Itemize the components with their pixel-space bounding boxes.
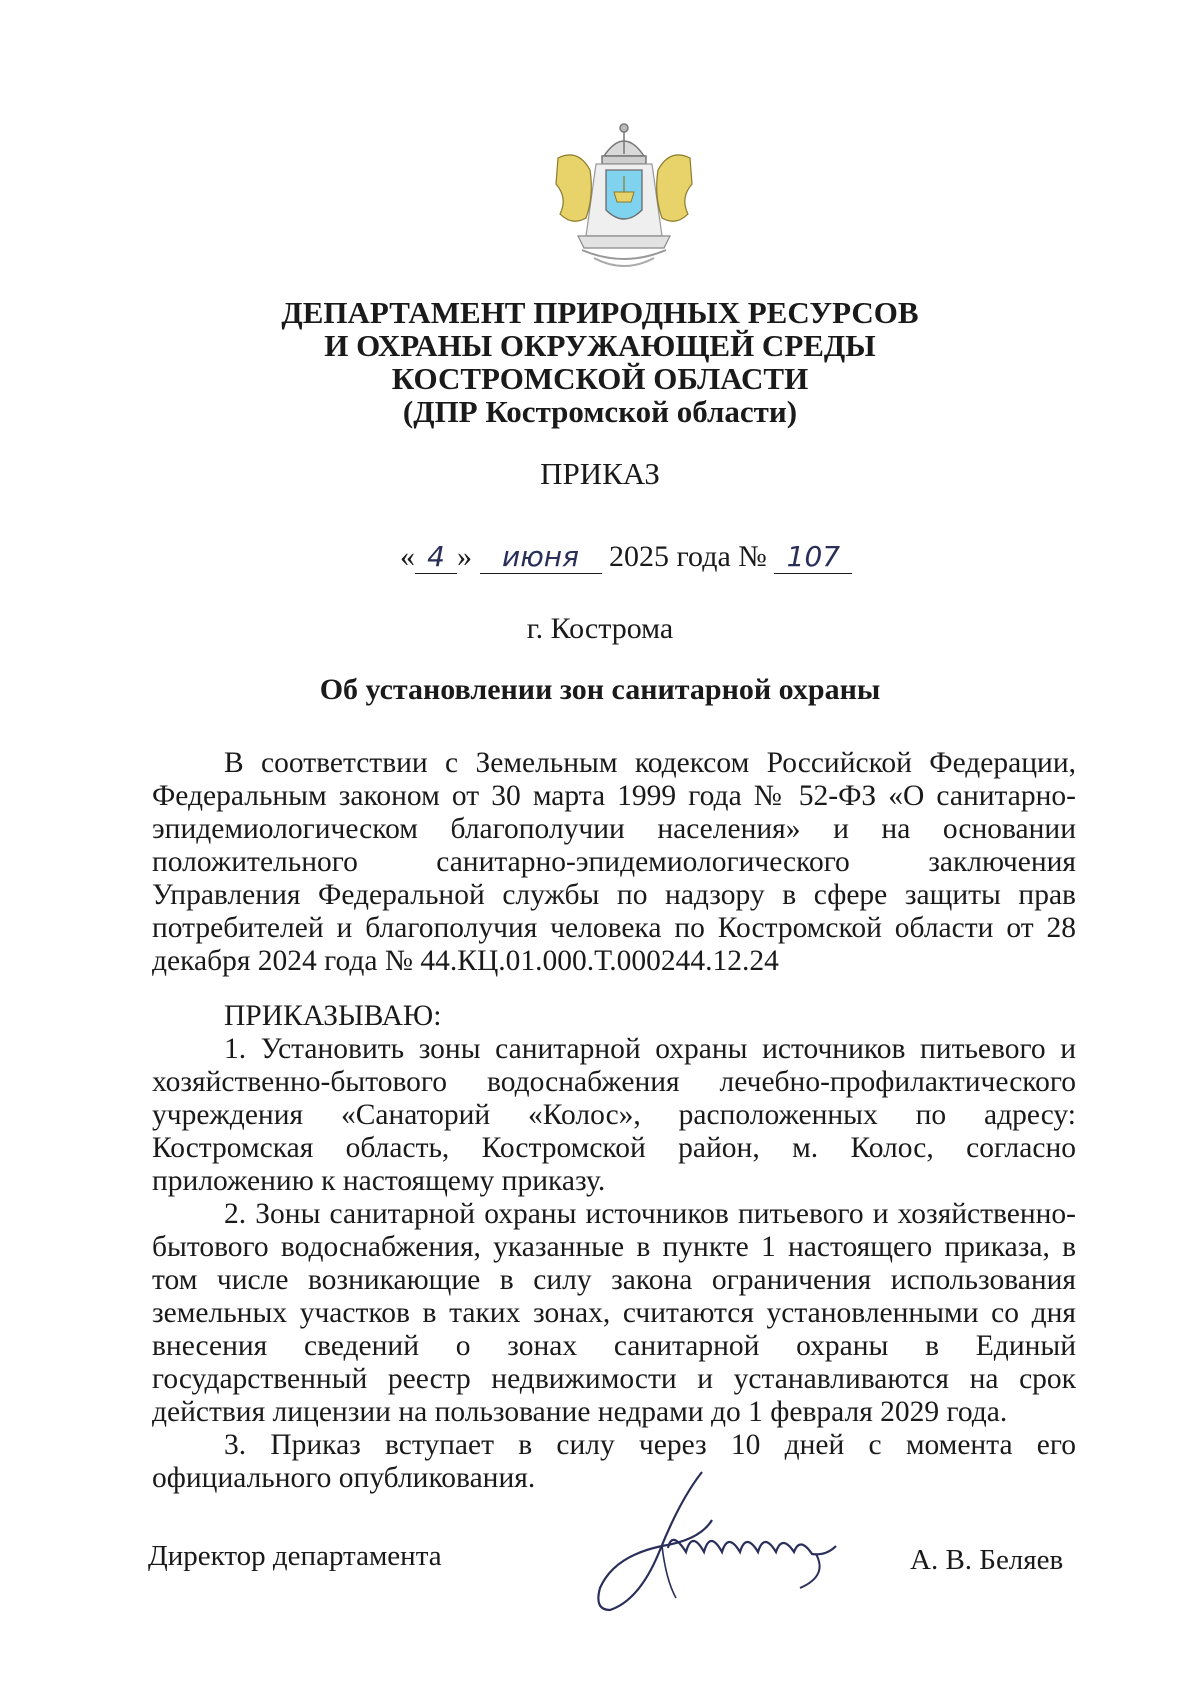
handwritten-order-number: 107 (774, 541, 852, 574)
quote-close: » (457, 540, 472, 573)
date-number-line (400, 540, 852, 574)
handwritten-month: июня (480, 541, 602, 574)
year-number-label: 2025 года № (609, 540, 767, 573)
clause-item: 2. Зоны санитарной охраны источников питьевого и хозяйственно-бытового водоснабжения, указанные в пункте 1 настоящего приказа, в том числе возникающие в силу закона ограничения использования земельных участков в таких зонах, считаются установленными со дня внесения сведений о зонах санитарной охраны в Единый государственный реестр недвижимости и устанавливаются на срок действия лицензии на пользование недрами до 1 февраля 2029 года. (152, 1198, 1076, 1428)
handwritten-signature (590, 1460, 890, 1640)
signatory-name: А. В. Беляев (910, 1544, 1064, 1576)
order-title: Об установлении зон санитарной охраны (319, 673, 881, 706)
order-word: ПРИКАЗЫВАЮ: (224, 1000, 442, 1032)
order-word-block (152, 1000, 1076, 1033)
signatory-position: Директор департамента (148, 1540, 442, 1572)
preamble (152, 747, 1076, 978)
city: г. Кострома (526, 612, 674, 645)
header-line-2: И ОХРАНЫ ОКРУЖАЮЩЕЙ СРЕДЫ (324, 328, 876, 363)
header-line-3: КОСТРОМСКОЙ ОБЛАСТИ (391, 361, 809, 396)
preamble-text: В соответствии с Земельным кодексом Российской Федерации, Федеральным законом от 30 марта 1999 года № 52-ФЗ «О санитарно-эпидемиологическом благополучии населения» и на основании положительного санитарно-эпидемиологического заключения Управления Федеральной службы по надзору в сфере защиты прав потребителей и благополучия человека по Костромской области от 28 декабря 2024 года № 44.КЦ.01.000.Т.000244.12.24 (152, 747, 1076, 977)
clause-item: 1. Установить зоны санитарной охраны источников питьевого и хозяйственно-бытового водоснабжения лечебно-профилактического учреждения «Санаторий «Колос», расположенных по адресу: Костромская область, Костромской район, м. Колос, согласно приложению к настоящему приказу. (152, 1033, 1076, 1197)
clause-item: 3. Приказ вступает в силу через 10 дней с момента его официального опубликования. (152, 1429, 1076, 1494)
quote-open: « (400, 540, 415, 573)
header-line-4: (ДПР Костромской области) (402, 394, 798, 429)
coat-of-arms-icon (538, 118, 710, 278)
header-line-1: ДЕПАРТАМЕНТ ПРИРОДНЫХ РЕСУРСОВ (281, 295, 919, 330)
clauses (152, 1033, 1076, 1495)
department-header (0, 296, 1200, 428)
handwritten-day: 4 (415, 541, 457, 574)
document-type: ПРИКАЗ (540, 456, 660, 491)
